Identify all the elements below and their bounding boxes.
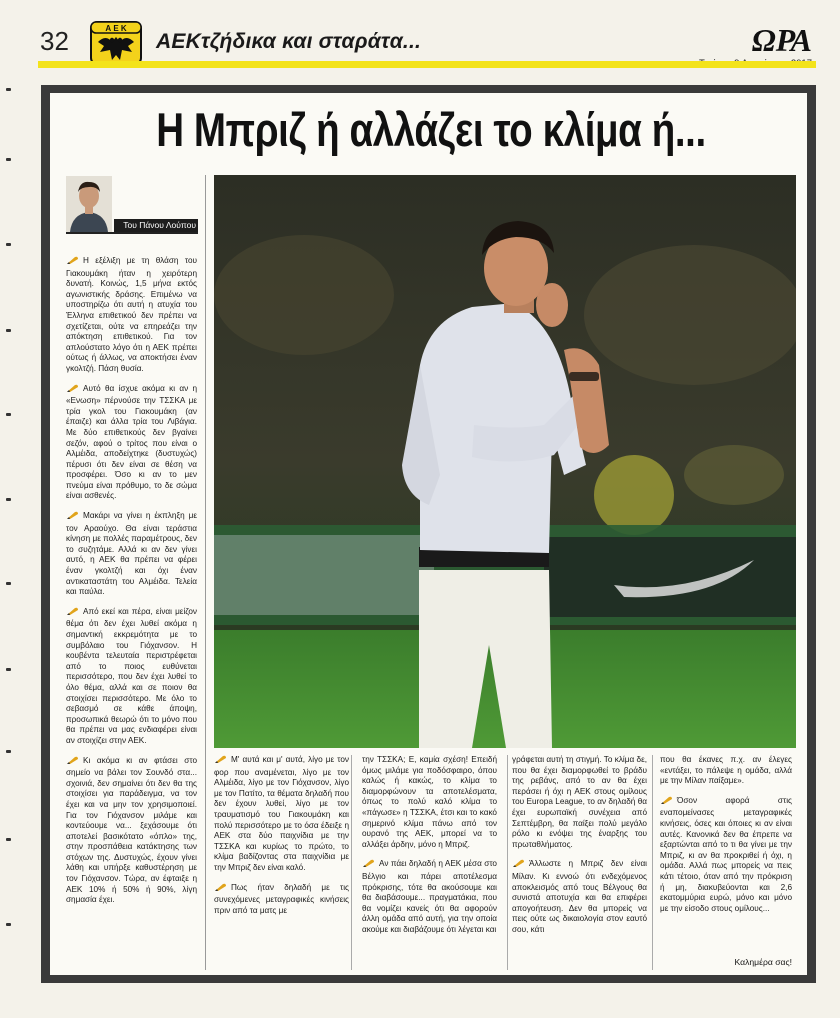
bottom-text-column [362,755,497,945]
paragraph-text: Άλλωστε η Μπριζ δεν είναι Μίλαν. Κι εννοώ ότι ενδεχόμενος αποκλεισμός από τους Βέλγους θα συνιστά αποτυχία και θα επιφέρει απογοήτευση. Δεν θα μπορείς να πεις ούτε ως δικαιολογία στον εαυτό σου, κάτι [512,859,647,934]
column-divider [351,755,352,970]
binder-mark [6,158,11,161]
left-text-column [66,256,197,915]
paragraph-text: Αυτό θα ίσχυε ακόμα κι αν η «Ενωση» πέρνούσε την ΤΣΣΚΑ με τρία γκολ του Γιακουμάκη (αν έπαιζε) και άλλα τρία του Λιβάγια. Με δύο επιθετικούς δεν βγαίνει σεζόν, αφού ο τρίτος που είναι ο Αλμέιδα, αποδείχτηκε (δυστυχώς) πέρυσι ότι δεν είναι σε θέση να προσφέρει. Όσο κι αν το μεν πνεύμα είναι πρόθυμο, το δε σώμα είναι ασθενές. [66,383,197,501]
byline-rule [66,232,198,234]
column-divider [205,175,206,970]
binder-mark [6,88,11,91]
quill-pen-icon [512,859,525,872]
quill-pen-icon [66,256,79,269]
quill-pen-icon [66,607,79,620]
binder-mark [6,498,11,501]
paragraph [512,859,647,935]
quill-pen-icon [66,384,79,397]
paragraph [66,756,197,906]
quill-pen-icon [214,755,227,768]
binder-mark [6,329,11,332]
bottom-text-column [660,755,792,923]
quill-pen-icon [660,796,673,809]
article-headline: Η Μπριζ ή αλλάζει το κλίμα ή... [156,103,706,156]
quill-pen-icon [66,756,79,769]
svg-text:Α Ε Κ: Α Ε Κ [105,24,127,33]
paragraph [660,796,792,915]
paragraph-text: Η εξέλιξη με τη θλάση του Γιακουμάκη ήταν η χειρότερη δυνατή. Κοινώς, 1,5 μήνα εκτός αγωνιστικής δράσης. Επιμένω να υποστηρίζω ότι αυτή η ατυχία του Έλληνα επιθετικού δεν πρέπει να σχετίζεται, ούτε να επηρεάζει την απόκτηση επιθετικού. Για τον απλούστατο λόγο ότι η ΑΕΚ πρέπει ούτως ή άλλως, να αποκτήσει έναν γκολτζή. Πάση θυσία. [66,256,197,373]
paragraph [214,755,349,874]
paragraph [66,607,197,747]
paragraph-text: Όσον αφορά στις εναπομείνασες μεταγραφικές κινήσεις, όσες και όποιες κι αν είναι αυτές. Κανονικά δεν θα έπρεπε να εξαρτώνται από το τι θα γίνει με την Μπριζ, κι αν θα προκριθεί ή όχι, η ομάδα. Αλλά πως μπορείς να πεις κάτι τέτοιο, όταν από την πρόκριση ή μη, διακυβεύονται και 2,6 εκατομμύρια ευρώ, μόνο και μόνο με την είσοδο στους ομίλους... [660,795,792,913]
binder-mark [6,923,11,926]
paragraph [362,859,497,935]
article-photo [214,175,796,748]
bottom-text-column [214,755,349,925]
paragraph [362,755,497,850]
binder-mark [6,243,11,246]
quill-pen-icon [66,511,79,524]
binder-mark [6,413,11,416]
paragraph-text: Μακάρι να γίνει η έκπληξη με τον Αραούχο. Θα είναι τεράστια κίνηση με πολλές παραμέτρους, δεν το συζητάμε. Αλλά κι αν δεν γίνει αυτό, η ΑΕΚ θα πρέπει να φέρει έναν γκολτζή και όχι έναν αντικαταστάτη του Αλμέιδα. Τελεία και παύλα. [66,511,197,597]
column-divider [507,755,508,970]
signoff: Καλημέρα σας! [734,957,792,967]
paragraph-text: που θα έκανες π.χ. αν έλεγες «εντάξει, το πάλεψε η ομάδα, αλλά με την Μίλαν παίξαμε». [660,755,792,786]
author-photo [66,176,112,232]
bottom-text-column [512,755,647,945]
header-yellow-rule [38,61,816,68]
section-title: ΑΕΚτζήδικα και σταράτα... [156,30,422,53]
paragraph-text: Αν πάει δηλαδή η ΑΕΚ μέσα στο Βέλγιο και πάρει αποτέλεσμα πρόκρισης, τότε θα ακούσουμε και θα διαβάσουμε... πραγματάκια, που θα νομίζει κανείς ότι θα αφορούν άλλη ομάδα από αυτή, για την οποία ακούμε και διαβάζουμε ότι λέγεται και [362,859,497,934]
binder-mark [6,750,11,753]
author-byline: Του Πάνου Λούπου [114,219,198,232]
quill-pen-icon [214,883,227,896]
paragraph-text: Πως ήταν δηλαδή με τις συνεχόμενες μεταγραφικές κινήσεις πριν από τα ματς με [214,882,349,915]
binder-mark [6,838,11,841]
paragraph [214,883,349,917]
paragraph [660,755,792,787]
paragraph [66,256,197,375]
paragraph-text: γράφεται αυτή τη στιγμή. Το κλίμα δε, που θα έχει διαμορφωθεί το βράδυ της ρεβάνς, από το αν θα έχει περάσει ή όχι η ΑΕΚ στους ομίλους του Europa League, το αν δηλαδή θα έχει ευρωπαϊκή συνέχεια από Σεπτέμβρη, θα παίξει πολύ μεγάλο ρόλο κι ενόψει της έναρξης του πρωταθλήματος. [512,755,647,849]
paragraph [512,755,647,850]
paragraph-text: την ΤΣΣΚΑ; Ε, καμία σχέση! Επειδή όμως μιλάμε για ποδόσφαιρο, όπου καλώς ή κακώς, το κλίμα το διαμορφώνουν τα αποτελέσματα, όπως το πολύ καλό κλίμα το «πάγωσε» η ΤΣΣΚΑ, έτσι και το κακό σημερινό κλίμα πάνω από τον ουρανό της ΑΕΚ, μπορεί να το αλλάξει άρδην, μόνο η Μπριζ. [362,755,497,849]
binder-mark [6,582,11,585]
aek-eagle-logo-icon [88,20,144,66]
paragraph [66,511,197,598]
page-number: 32 [40,26,69,56]
paragraph [66,384,197,503]
binder-mark [6,668,11,671]
column-divider [652,755,653,970]
quill-pen-icon [362,859,375,872]
newspaper-name: ΩΡΑ [751,22,812,58]
paragraph-text: Μ' αυτά και μ' αυτά, λίγο με τον φορ που αναμένεται, λίγο με τον Αλμέιδα, λίγο με τον Γιόχανσον, λίγο με τον Πατίτο, τα θέματα δηλαδή που δεν έχουν λυθεί, λίγο με τον τραυματισμό του Γιακουμάκη και πολύ περισσότερο με το όσα έδειξε η ΑΕΚ στα δύο παιχνίδια με την ΤΣΣΚΑ και κυρίως το πρώτο, το κλίμα βαδίζοντας στα παιχνίδια με την Μπριζ δεν είναι καλό. [214,755,349,872]
paragraph-text: Κι ακόμα κι αν φτάσει στο σημείο να βάλει τον Σουνδό στα... σχοινιά, δεν σημαίνει ότι δεν θα της στοιχίσει για παράδειγμα, να τον έχει και να μην τον χρησιμοποιεί. Για τον Γιόχανσον μιλάμε και κοντεύουμε να... ξεχάσουμε ότι αποτελεί βασικότατο «όπλο» της, στην προσπάθεια κατάκτησης των στόχων της. Δυστυχώς, έχουν γίνει λάθη και υπήρξε καθυστέρηση με τον Γιόχανσον. Τώρα, αν έφταιξε η ΑΕΚ 10% ή 50% ή 90%, λίγη σημασία έχει. [66,755,197,905]
paragraph-text: Από εκεί και πέρα, είναι μείζον θέμα ότι δεν έχει λυθεί ακόμα η σημαντική εκκρεμότητα με το συμβόλαιο του Γιόχανσον. Η κουβέντα τελευταία περιστρέφεται από το ποιος ευθύνεται περισσότερο, που δεν έχει λυθεί το όλο θέμα, αλλά και σε ποιον θα στοιχίσει περισσότερο. Με όλο το σεβασμό σε κάθε άποψη, προσωπικά θεωρώ ότι το μόνο που θα πρέπει να μας ενδιαφέρει είναι αν στοιχίζει στην ΑΕΚ. [66,606,197,745]
